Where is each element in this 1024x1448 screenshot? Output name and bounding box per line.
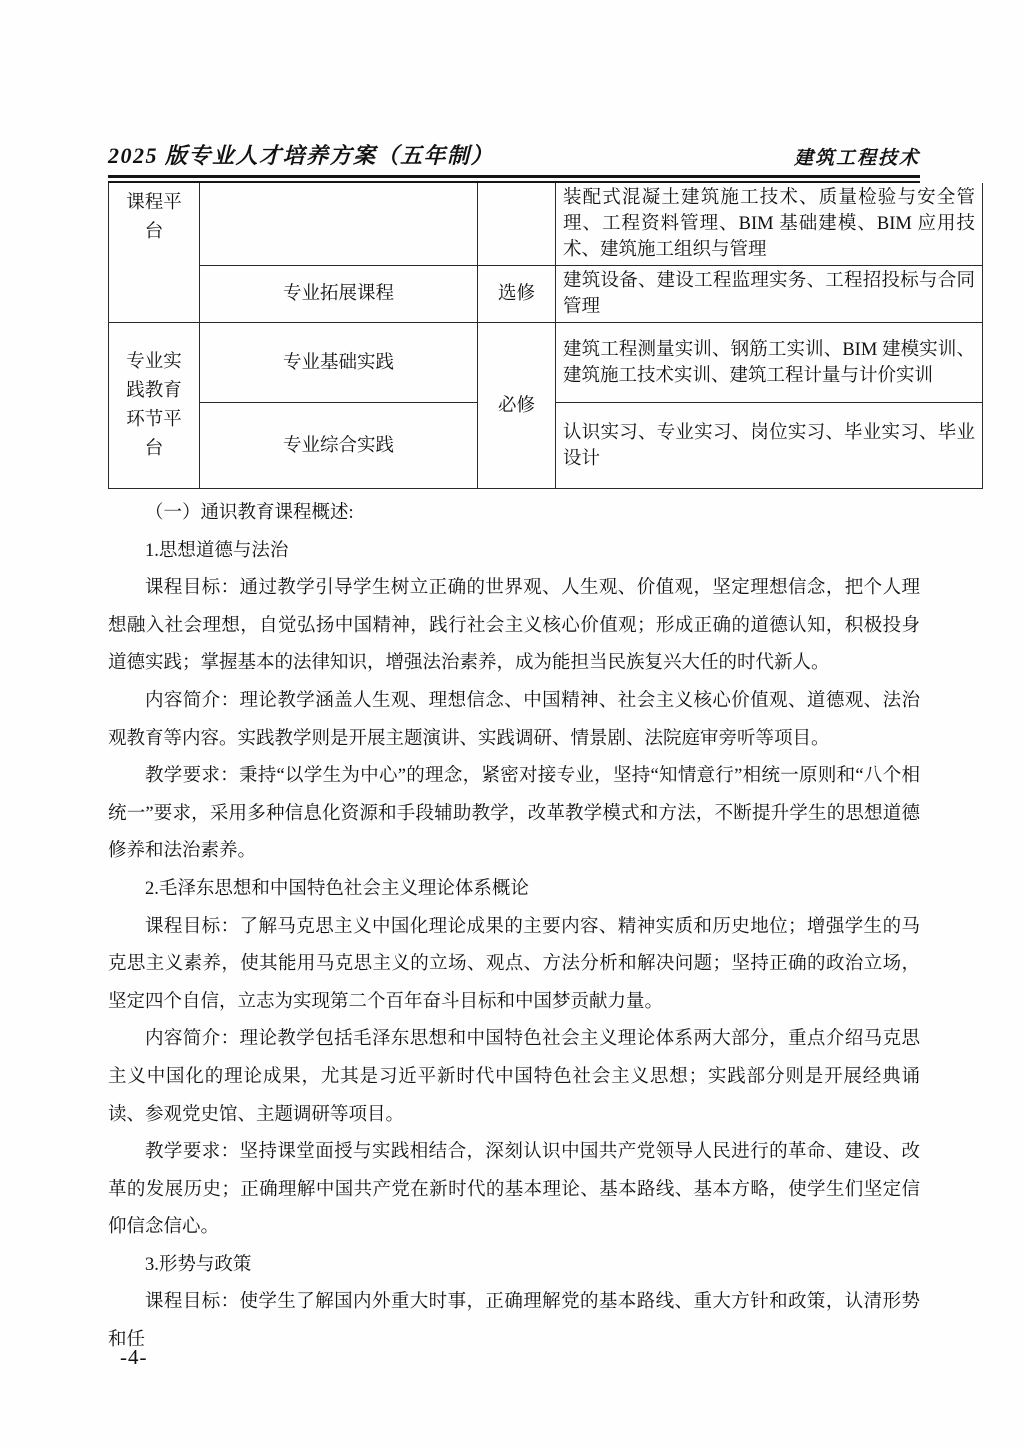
paragraph-course-goal: 课程目标：通过教学引导学生树立正确的世界观、人生观、价值观，坚定理想信念，把个人理想融入社会理想，自觉弘扬中国精神，践行社会主义核心价值观；形成正确的道德认知，积极投身道德实践；掌握基本的法律知识，增强法治素养，成为能担当民族复兴大任的时代新人。 xyxy=(108,578,920,674)
cell-category-comprehensive-practice: 专业综合实践 xyxy=(200,403,478,489)
cell-category-empty xyxy=(200,183,478,266)
table-row xyxy=(109,266,983,323)
paragraph-course-goal: 课程目标：了解马克思主义中国化理论成果的主要内容、精神实质和历史地位；增强学生的马克思主义素养，使其能用马克思主义的立场、观点、方法分析和解决问题；坚持正确的政治立场，坚定四个自信，立志为实现第二个百年奋斗目标和中国梦贡献力量。 xyxy=(108,916,920,1012)
cell-courses-expansion: 建筑设备、建设工程监理实务、工程招投标与合同管理 xyxy=(556,266,983,323)
content-area xyxy=(108,142,975,1360)
course-heading: 2.毛泽东思想和中国特色社会主义理论体系概论 xyxy=(145,878,529,899)
cell-category-basic-practice: 专业基础实践 xyxy=(200,323,478,403)
cell-type-elective: 选修 xyxy=(478,266,556,323)
course-heading: 1.思想道德与法治 xyxy=(145,540,289,561)
paragraph-teaching-requirement: 教学要求：秉持“以学生为中心”的理念，紧密对接专业，坚持“知情意行”相统一原则和“八个相统一”要求，采用多种信息化资源和手段辅助教学，改革教学模式和方法，不断提升学生的思想道德修养和法治素养。 xyxy=(108,766,920,862)
page-header xyxy=(108,142,920,170)
section-heading: （一）通识教育课程概述: xyxy=(145,503,354,523)
course-heading: 3.形势与政策 xyxy=(145,1254,252,1275)
cell-courses-basic-practice: 建筑工程测量实训、钢筋工实训、BIM 建模实训、 建筑施工技术实训、建筑工程计量与计价实训 xyxy=(556,323,983,403)
header-left-title: 2025 版专业人才培养方案（五年制） xyxy=(108,143,495,168)
cell-type-required: 必修 xyxy=(478,323,556,489)
paragraph-teaching-requirement: 教学要求：坚持课堂面授与实践相结合，深刻认识中国共产党领导人民进行的革命、建设、改革的发展历史；正确理解中国共产党在新时代的基本理论、基本路线、基本方略，使学生们坚定信仰信念信心。 xyxy=(108,1142,920,1238)
table-row xyxy=(109,323,983,403)
body-text xyxy=(108,495,920,1360)
cell-platform-practice: 专业实践教育环节平台 xyxy=(109,323,200,489)
paragraph-course-intro: 内容简介：理论教学包括毛泽东思想和中国特色社会主义理论体系两大部分，重点介绍马克思主义中国化的理论成果，尤其是习近平新时代中国特色社会主义思想；实践部分则是开展经典诵读、参观党史馆、主题调研等项目。 xyxy=(108,1029,920,1125)
page-number: -4- xyxy=(120,1345,148,1369)
table-row xyxy=(109,183,983,266)
cell-courses-comprehensive-practice: 认识实习、专业实习、岗位实习、毕业实习、毕业设计 xyxy=(556,403,983,489)
paragraph-course-intro: 内容简介：理论教学涵盖人生观、理想信念、中国精神、社会主义核心价值观、道德观、法治观教育等内容。实践教学则是开展主题演讲、实践调研、情景剧、法院庭审旁听等项目。 xyxy=(108,690,920,749)
cell-courses-core: 装配式混凝土建筑施工技术、质量检验与安全管理、工程资料管理、BIM 基础建模、BIM 应用技术、建筑施工组织与管理 xyxy=(556,183,983,266)
header-double-rule xyxy=(108,175,920,183)
cell-category-expansion: 专业拓展课程 xyxy=(200,266,478,323)
paragraph-course-goal: 课程目标：使学生了解国内外重大时事，正确理解党的基本路线、重大方针和政策，认清形势和任 xyxy=(108,1292,920,1351)
cell-platform-course: 课程平台 xyxy=(109,183,200,323)
course-platform-table xyxy=(108,183,983,489)
header-right-title: 建筑工程技术 xyxy=(793,148,920,169)
cell-type-empty xyxy=(478,183,556,266)
